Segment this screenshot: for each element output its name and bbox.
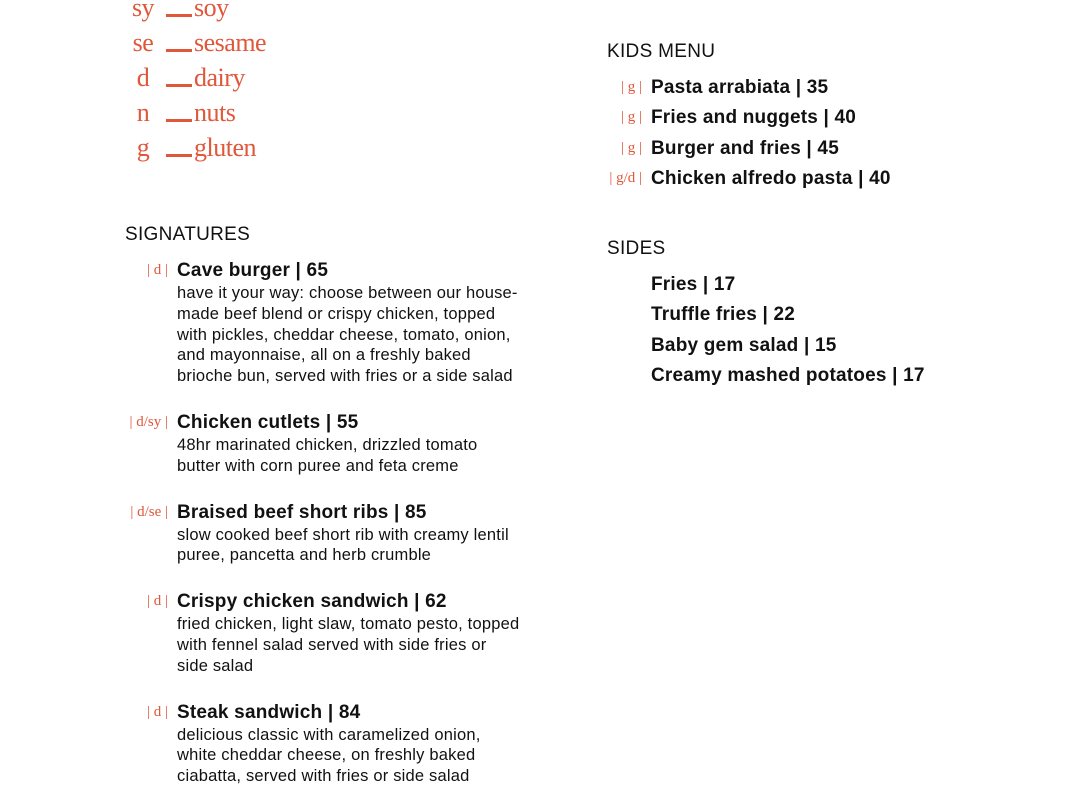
menu-item-description: delicious classic with caramelized onion, white cheddar cheese, on freshly baked ciabatta, served with fries or side salad: [177, 725, 481, 786]
menu-item-name: Chicken alfredo pasta | 40: [651, 167, 891, 189]
allergen-tag: | g |: [620, 139, 642, 156]
menu-item-name: Fries | 17: [651, 274, 736, 295]
allergen-tag: | g/d |: [609, 169, 642, 186]
allergen-tag: | d |: [146, 593, 168, 610]
allergen-tag: | g |: [620, 79, 642, 95]
legend-divider: [166, 154, 192, 157]
legend-label: nuts: [194, 98, 236, 127]
menu-item: [607, 74, 1027, 104]
legend-item: [128, 93, 266, 128]
allergen-tag: | d/se |: [130, 503, 168, 520]
menu-item: [607, 135, 1027, 165]
sides-heading: SIDES: [607, 238, 666, 259]
allergen-tag: | d |: [146, 703, 168, 720]
menu-item: [125, 700, 545, 787]
legend-item: [128, 23, 266, 58]
sides-list: [651, 270, 1051, 391]
legend-code: n: [136, 98, 150, 127]
legend-divider: [166, 119, 192, 122]
menu-item-description: slow cooked beef short rib with creamy lentil puree, pancetta and herb crumble: [177, 525, 509, 565]
kids-menu-list: [607, 74, 1027, 195]
legend-label: sesame: [194, 28, 267, 57]
menu-item: [607, 104, 1027, 134]
menu-item-name: Creamy mashed potatoes | 17: [651, 364, 925, 386]
legend-label: dairy: [194, 63, 245, 92]
allergen-tag: | d/sy |: [129, 413, 168, 430]
legend-divider: [166, 49, 192, 52]
menu-item: [125, 589, 545, 676]
menu-item-name: Truffle fries | 22: [651, 304, 796, 326]
allergen-tag: | g |: [620, 109, 642, 126]
menu-item-name: Steak sandwich | 84: [177, 701, 361, 723]
legend-item: [128, 58, 266, 93]
legend-divider: [166, 84, 192, 87]
legend-code: sy: [131, 0, 155, 22]
menu-item-name: Burger and fries | 45: [651, 137, 839, 159]
menu-item-name: Pasta arrabiata | 35: [651, 77, 829, 98]
legend-code: se: [132, 28, 154, 57]
menu-item: [125, 258, 545, 387]
menu-item-name: Baby gem salad | 15: [651, 334, 837, 356]
menu-item: [125, 500, 545, 567]
legend-label: soy: [194, 0, 229, 22]
legend-item: [128, 0, 266, 23]
legend-code: d: [136, 63, 150, 92]
menu-item-name: Fries and nuggets | 40: [651, 107, 857, 129]
menu-item-description: have it your way: choose between our house-made beef blend or crispy chicken, topped with pickles, cheddar cheese, tomato, onion, and mayonnaise, all on a freshly baked brioche bun, served with fries or a side salad: [177, 284, 518, 386]
menu-item-name: Chicken cutlets | 55: [177, 411, 359, 433]
menu-item-description: 48hr marinated chicken, drizzled tomato butter with corn puree and feta creme: [177, 435, 478, 475]
menu-item-name: Braised beef short ribs | 85: [177, 501, 427, 523]
signatures-list: [125, 258, 545, 810]
signatures-heading: SIGNATURES: [125, 224, 251, 245]
menu-item: [607, 165, 1027, 195]
menu-item-description: fried chicken, light slaw, tomato pesto, topped with fennel salad served with side fries or side salad: [177, 615, 520, 675]
menu-item: [125, 410, 545, 477]
menu-item-name: Crispy chicken sandwich | 62: [177, 591, 447, 613]
legend-item: [128, 128, 266, 163]
legend-label: gluten: [194, 133, 256, 162]
legend-code: g: [136, 133, 150, 162]
kids-menu-heading: KIDS MENU: [607, 41, 716, 62]
allergen-tag: | d |: [146, 262, 168, 278]
menu-item-name: Cave burger | 65: [177, 260, 329, 281]
legend-divider: [166, 14, 192, 17]
allergen-legend: [128, 0, 266, 163]
